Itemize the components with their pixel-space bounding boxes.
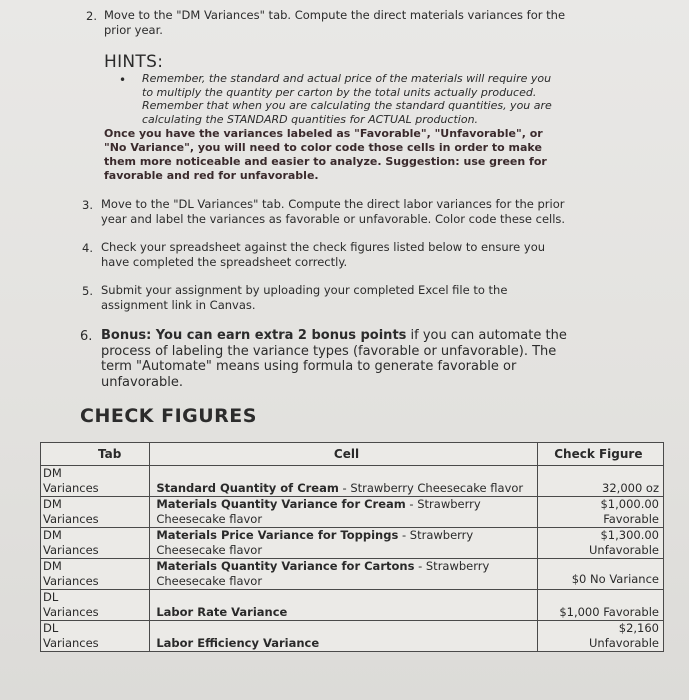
row-check-figure xyxy=(537,528,663,559)
item-3-line-1: Move to the "DL Variances" tab. Compute the direct labor variances for the prior xyxy=(101,197,565,211)
item-6-line-1 xyxy=(101,328,567,344)
row-tab-line-2: Variances xyxy=(43,605,99,619)
row-cell-line-1 xyxy=(156,528,536,543)
row-tab-line-2: Variances xyxy=(43,481,99,495)
item-6-text xyxy=(101,328,567,390)
item-3-text xyxy=(101,197,565,226)
row-cell xyxy=(150,559,537,590)
row-tab-line-1: DM xyxy=(43,466,62,480)
row-tab-line-1: DM xyxy=(43,528,62,542)
row-tab xyxy=(41,559,150,590)
row-figure-line-1: $1,000 Favorable xyxy=(559,605,659,619)
row-cell-line-2: Cheesecake flavor xyxy=(156,543,263,557)
row-figure-line-1: 32,000 oz xyxy=(602,481,659,495)
row-cell-rest: - Strawberry xyxy=(414,559,490,573)
row-cell-line-1 xyxy=(156,481,536,496)
row-cell xyxy=(150,528,537,559)
hints-title: HINTS: xyxy=(104,52,164,72)
bonus-label: Bonus: You can earn extra 2 bonus points xyxy=(101,328,407,343)
item-2-line-2: prior year. xyxy=(104,22,163,37)
table-row xyxy=(41,621,664,652)
item-2-number: 2. xyxy=(86,9,97,23)
row-tab-line-1: DM xyxy=(43,497,62,511)
row-cell-bold: Labor Efficiency Variance xyxy=(156,636,320,650)
item-6-number: 6. xyxy=(80,329,93,344)
item-6-line-4: unfavorable. xyxy=(101,374,183,390)
row-check-figure xyxy=(537,497,663,528)
row-tab xyxy=(41,466,150,497)
row-figure-line-2: Favorable xyxy=(603,512,659,526)
row-tab-line-1: DL xyxy=(43,590,59,604)
row-cell-bold: Materials Quantity Variance for Cream xyxy=(156,497,406,511)
table-row xyxy=(41,466,664,497)
row-cell xyxy=(150,466,537,497)
row-figure-line-2: Unfavorable xyxy=(589,636,659,650)
item-6-line-3: term "Automate" means using formula to generate favorable or xyxy=(101,359,517,374)
row-tab-line-2: Variances xyxy=(43,543,99,557)
row-tab-line-2: Variances xyxy=(43,636,99,650)
bullet-dot-icon: • xyxy=(119,73,127,87)
row-check-figure xyxy=(537,466,663,497)
row-check-figure xyxy=(537,559,663,590)
item-6-line-2: process of labeling the variance types (favorable or unfavorable). The xyxy=(101,343,557,359)
row-tab-line-1: DL xyxy=(43,621,59,635)
row-cell-line-2: Cheesecake flavor xyxy=(156,512,263,526)
hint-bold-line: them more noticeable and easier to analyze. Suggestion: use green for xyxy=(104,155,547,168)
table-row xyxy=(41,559,664,590)
item-2-line-1: Move to the "DM Variances" tab. Compute the direct materials variances for the xyxy=(104,8,566,22)
row-tab-line-2: Variances xyxy=(43,512,99,526)
hint-bold-line: Once you have the variances labeled as "Favorable", "Unfavorable", or xyxy=(104,127,543,140)
row-cell-bold: Standard Quantity of Cream xyxy=(156,481,339,495)
item-5-line-2: assignment link in Canvas. xyxy=(101,297,256,312)
check-figures-table xyxy=(40,442,664,652)
row-cell-rest: - Strawberry xyxy=(398,528,474,542)
row-figure-line-1: $1,000.00 xyxy=(600,497,659,511)
row-figure-line-2: Unfavorable xyxy=(589,543,659,557)
hint-line: Remember that when you are calculating the standard quantities, you are xyxy=(142,99,552,113)
row-cell-line-2: Cheesecake flavor xyxy=(156,574,263,588)
header-tab: Tab xyxy=(41,443,150,466)
item-3-line-2: year and label the variances as favorable or unfavorable. Color code these cells. xyxy=(101,211,566,226)
table-header-row xyxy=(41,443,664,466)
row-tab xyxy=(41,590,150,621)
row-cell xyxy=(150,497,537,528)
row-cell-bold: Materials Price Variance for Toppings xyxy=(156,528,399,542)
item-4-number: 4. xyxy=(82,241,93,255)
item-6-line-1-rest: if you can automate the xyxy=(406,328,567,343)
item-4-line-1: Check your spreadsheet against the check figures listed below to ensure you xyxy=(101,240,546,254)
hint-line: Remember, the standard and actual price of the materials will require you xyxy=(142,72,552,85)
row-cell xyxy=(150,621,537,652)
item-4-text xyxy=(101,240,545,269)
table-row xyxy=(41,590,664,621)
item-3-number: 3. xyxy=(82,198,93,212)
row-cell-line-1 xyxy=(156,636,536,651)
row-figure-line-1: $0 No Variance xyxy=(571,572,659,586)
row-cell-bold: Labor Rate Variance xyxy=(156,605,288,619)
check-figures-title: CHECK FIGURES xyxy=(80,405,257,427)
item-5-text xyxy=(101,283,507,312)
row-tab-line-2: Variances xyxy=(43,574,99,588)
hint-line: to multiply the quantity per carton by the total units actually produced. xyxy=(142,85,537,99)
header-cell: Cell xyxy=(150,443,537,466)
row-cell-rest: - Strawberry Cheesecake flavor xyxy=(338,481,524,495)
row-cell-line-1 xyxy=(156,559,536,574)
row-check-figure xyxy=(537,621,663,652)
row-check-figure xyxy=(537,590,663,621)
table-row xyxy=(41,497,664,528)
item-2-text xyxy=(104,8,565,37)
row-tab xyxy=(41,621,150,652)
row-tab xyxy=(41,497,150,528)
item-4-line-2: have completed the spreadsheet correctly. xyxy=(101,254,348,269)
header-check-figure: Check Figure xyxy=(537,443,663,466)
hint-bold-line: favorable and red for unfavorable. xyxy=(104,169,319,182)
row-cell-line-1 xyxy=(156,605,536,620)
item-5-line-1: Submit your assignment by uploading your completed Excel file to the xyxy=(101,283,508,297)
hint-line: calculating the STANDARD quantities for ACTUAL production. xyxy=(142,112,479,126)
row-cell-bold: Materials Quantity Variance for Cartons xyxy=(156,559,415,573)
hint-bold-line: "No Variance", you will need to color code those cells in order to make xyxy=(104,141,542,154)
hints-bold-text xyxy=(104,127,547,183)
table-row xyxy=(41,528,664,559)
hints-bullet-text xyxy=(142,72,552,126)
row-cell xyxy=(150,590,537,621)
item-5-number: 5. xyxy=(82,284,93,298)
row-tab-line-1: DM xyxy=(43,559,62,573)
row-figure-line-1: $1,300.00 xyxy=(600,528,659,542)
row-cell-line-1 xyxy=(156,497,536,512)
row-tab xyxy=(41,528,150,559)
row-cell-rest: - Strawberry xyxy=(405,497,481,511)
row-figure-line-1: $2,160 xyxy=(618,621,659,635)
